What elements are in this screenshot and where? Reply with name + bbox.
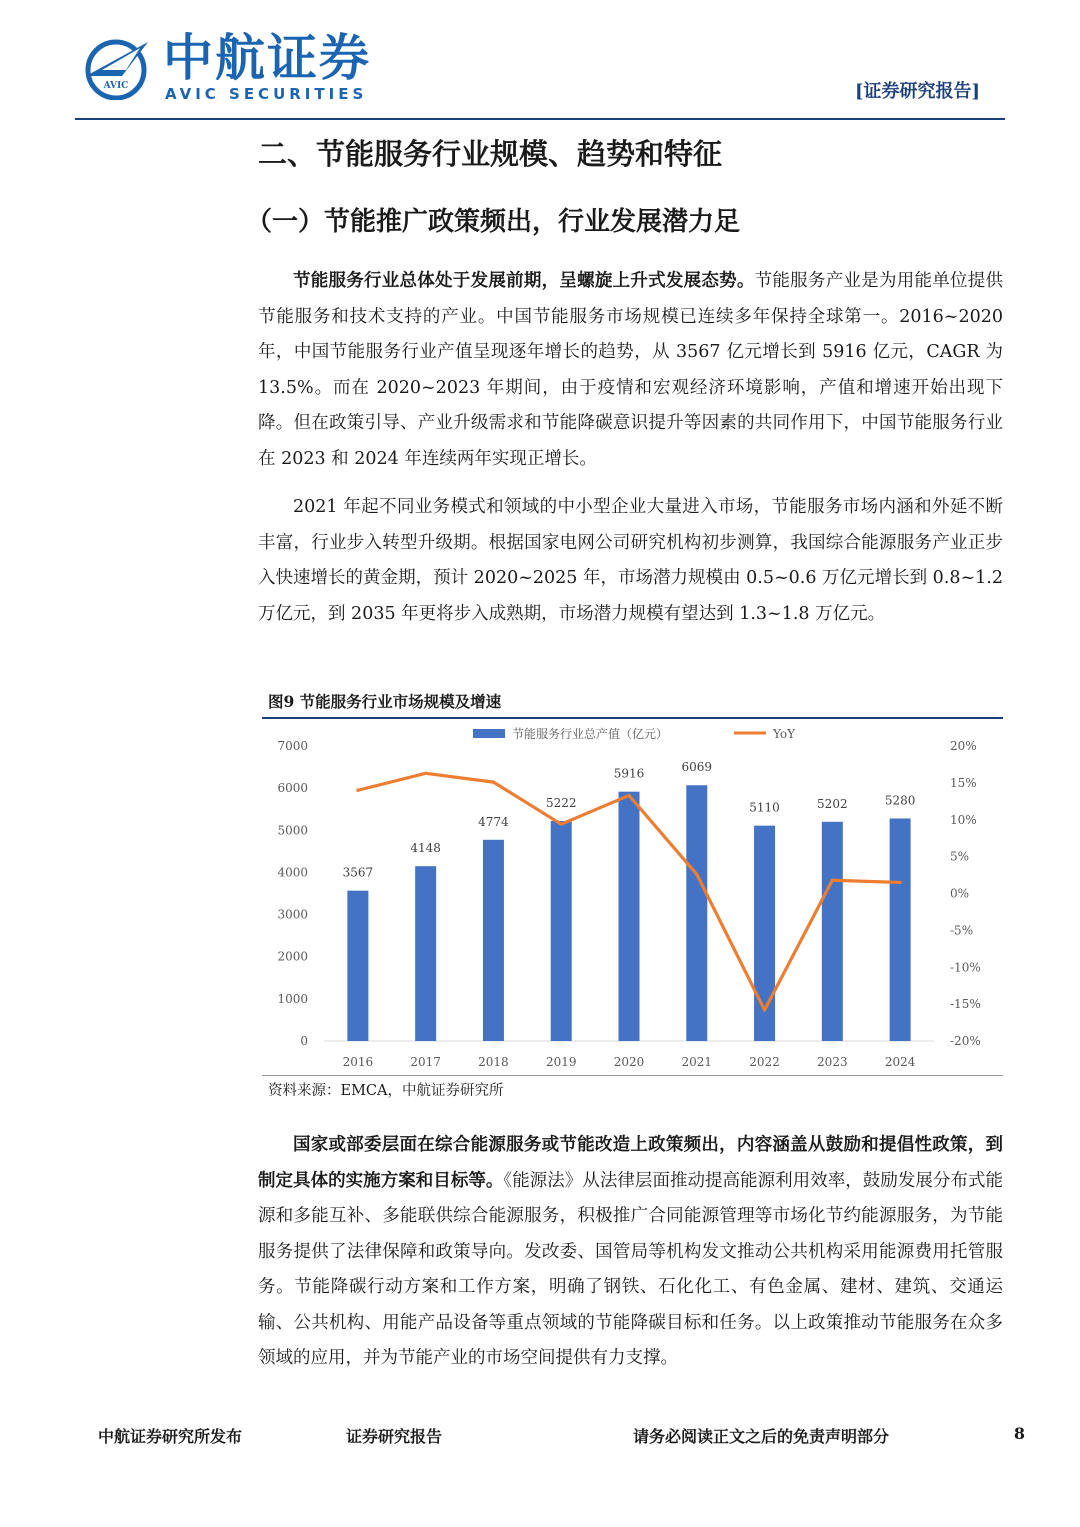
paragraph-2-body: 2021 年起不同业务模式和领域的中小型企业大量进入市场，节能服务市场内涵和外延不断丰富，行业步入转型升级期。根据国家电网公司研究机构初步测算，我国综合能源服务产业正步入快速增长的黄金期，预计 2020~2025 年，市场潜力规模由 0.5~0.6 万亿元增长到 0.8~1.2 万亿元，到 2035 年更将步入成熟期，市场潜力规模有望达到 1.3~1.8 万亿元。 <box>258 497 1003 624</box>
subsection-title: （一）节能推广政策频出，行业发展潜力足 <box>246 207 741 237</box>
footer-report-type: 证券研究报告 <box>346 1427 443 1446</box>
bar-data-label: 5222 <box>545 795 577 810</box>
logo-english-name: AVIC SECURITIES <box>165 85 368 103</box>
logo-chinese-name: 中航证券 <box>163 29 371 87</box>
y-left-tick-label: 4000 <box>277 865 308 880</box>
yoy-point <box>831 879 834 882</box>
y-right-tick-label: 0% <box>950 886 970 901</box>
figure-frame <box>262 717 1003 1076</box>
figure-source: 资料来源：EMCA，中航证券研究所 <box>268 1083 504 1099</box>
bar <box>619 792 640 1041</box>
bar <box>686 785 707 1041</box>
section-title: 二、节能服务行业规模、趋势和特征 <box>258 137 723 171</box>
y-left-tick-label: 6000 <box>277 781 308 796</box>
x-tick-label: 2022 <box>749 1055 780 1069</box>
yoy-point <box>424 772 427 775</box>
yoy-point <box>560 823 563 826</box>
bar-data-label: 4774 <box>478 814 509 829</box>
x-tick-label: 2018 <box>478 1055 509 1069</box>
page-number: 8 <box>1013 1424 1025 1443</box>
market-size-chart <box>262 719 1003 1075</box>
avic-logo-icon <box>82 36 152 100</box>
x-tick-label: 2024 <box>884 1055 916 1069</box>
paragraph-3 <box>258 1128 1003 1377</box>
y-left-tick-label: 5000 <box>277 823 308 838</box>
legend-label-bars: 节能服务行业总产值（亿元） <box>512 727 669 741</box>
yoy-point <box>763 1008 766 1011</box>
y-right-tick-label: 5% <box>950 849 970 864</box>
header-divider <box>75 118 1005 120</box>
y-left-tick-label: 1000 <box>277 991 308 1006</box>
yoy-point <box>899 881 902 884</box>
x-tick-label: 2017 <box>410 1055 441 1069</box>
footer-publisher: 中航证券研究所发布 <box>98 1427 243 1446</box>
paragraph-1 <box>258 264 1003 477</box>
paragraph-3-body: 《能源法》从法律层面推动提高能源利用效率，鼓励发展分布式能源和多能互补、多能联供综合能源服务，积极推广合同能源管理等市场化节约能源服务，为节能服务提供了法律保障和政策导向。发改委、国管局等机构发文推动公共机构采用能源费用托管服务。节能降碳行动方案和工作方案，明确了钢铁、石化化工、有色金属、建材、建筑、交通运输、公共机构、用能产品设备等重点领域的节能降碳目标和任务。以上政策推动节能服务在众多领域的应用，并为节能产业的市场空间提供有力支撑。 <box>258 1170 1004 1368</box>
logo-mark-text: AVIC <box>103 81 129 91</box>
x-tick-label: 2021 <box>681 1055 713 1069</box>
paragraph-3-lead: 国家或部委层面在综合能源服务或节能改造上政策频出，内容涵盖从鼓励和提倡性政策，到制定具体的实施方案和目标等。 <box>258 1135 1003 1191</box>
report-type-tag: [证券研究报告] <box>854 81 980 102</box>
yoy-point <box>356 789 359 792</box>
bar-data-label: 5202 <box>817 796 848 811</box>
y-left-tick-label: 2000 <box>277 949 308 964</box>
bar-data-label: 3567 <box>342 865 374 880</box>
yoy-point <box>492 781 495 784</box>
bar-data-label: 5280 <box>884 793 916 808</box>
x-tick-label: 2023 <box>817 1055 848 1069</box>
figure-title: 图9 节能服务行业市场规模及增速 <box>268 692 502 711</box>
yoy-point <box>627 794 630 797</box>
yoy-point <box>695 873 698 876</box>
bar-data-label: 6069 <box>681 760 713 775</box>
y-right-tick-label: 20% <box>950 739 977 753</box>
paragraph-1-lead: 节能服务行业总体处于发展前期，呈螺旋上升式发展态势。 <box>293 271 755 291</box>
bar <box>822 822 843 1041</box>
x-tick-label: 2020 <box>613 1055 645 1069</box>
paragraph-1-body: 节能服务产业是为用能单位提供节能服务和技术支持的产业。中国节能服务市场规模已连续多年保持全球第一。2016~2020 年，中国节能服务行业产值呈现逐年增长的趋势，从 3567 亿元增长到 5916 亿元，CAGR 为 13.5%。而在 2020~2023 年期间，由于疫情和宏观经济环境影响，产值和增速开始出现下降。但在政策引导、产业升级需求和节能降碳意识提升等因素的共同作用下，中国节能服务行业在 2023 和 2024 年连续两年实现正增长。 <box>258 271 1004 469</box>
bar-data-label: 5916 <box>613 766 645 781</box>
y-right-tick-label: -15% <box>950 997 981 1012</box>
bar <box>890 818 911 1041</box>
legend-swatch-bars <box>473 729 505 738</box>
y-left-tick-label: 7000 <box>277 739 308 753</box>
y-left-tick-label: 3000 <box>277 907 308 922</box>
y-right-tick-label: -20% <box>950 1034 981 1048</box>
y-left-tick-label: 0 <box>300 1034 308 1048</box>
bar-data-label: 4148 <box>410 841 441 856</box>
legend-label-line: YoY <box>773 727 796 741</box>
y-right-tick-label: 10% <box>950 812 977 827</box>
page-header <box>0 0 1080 125</box>
bar <box>415 866 436 1041</box>
footer-disclaimer-note: 请务必阅读正文之后的免责声明部分 <box>633 1427 890 1446</box>
bar <box>483 840 504 1041</box>
y-right-tick-label: -10% <box>950 960 981 975</box>
bar <box>347 891 368 1041</box>
x-tick-label: 2016 <box>342 1055 374 1069</box>
y-right-tick-label: -5% <box>950 923 974 938</box>
paragraph-2 <box>258 490 1003 632</box>
y-right-tick-label: 15% <box>950 775 977 790</box>
bar <box>551 821 572 1041</box>
bar-data-label: 5110 <box>749 800 780 815</box>
x-tick-label: 2019 <box>545 1055 577 1069</box>
